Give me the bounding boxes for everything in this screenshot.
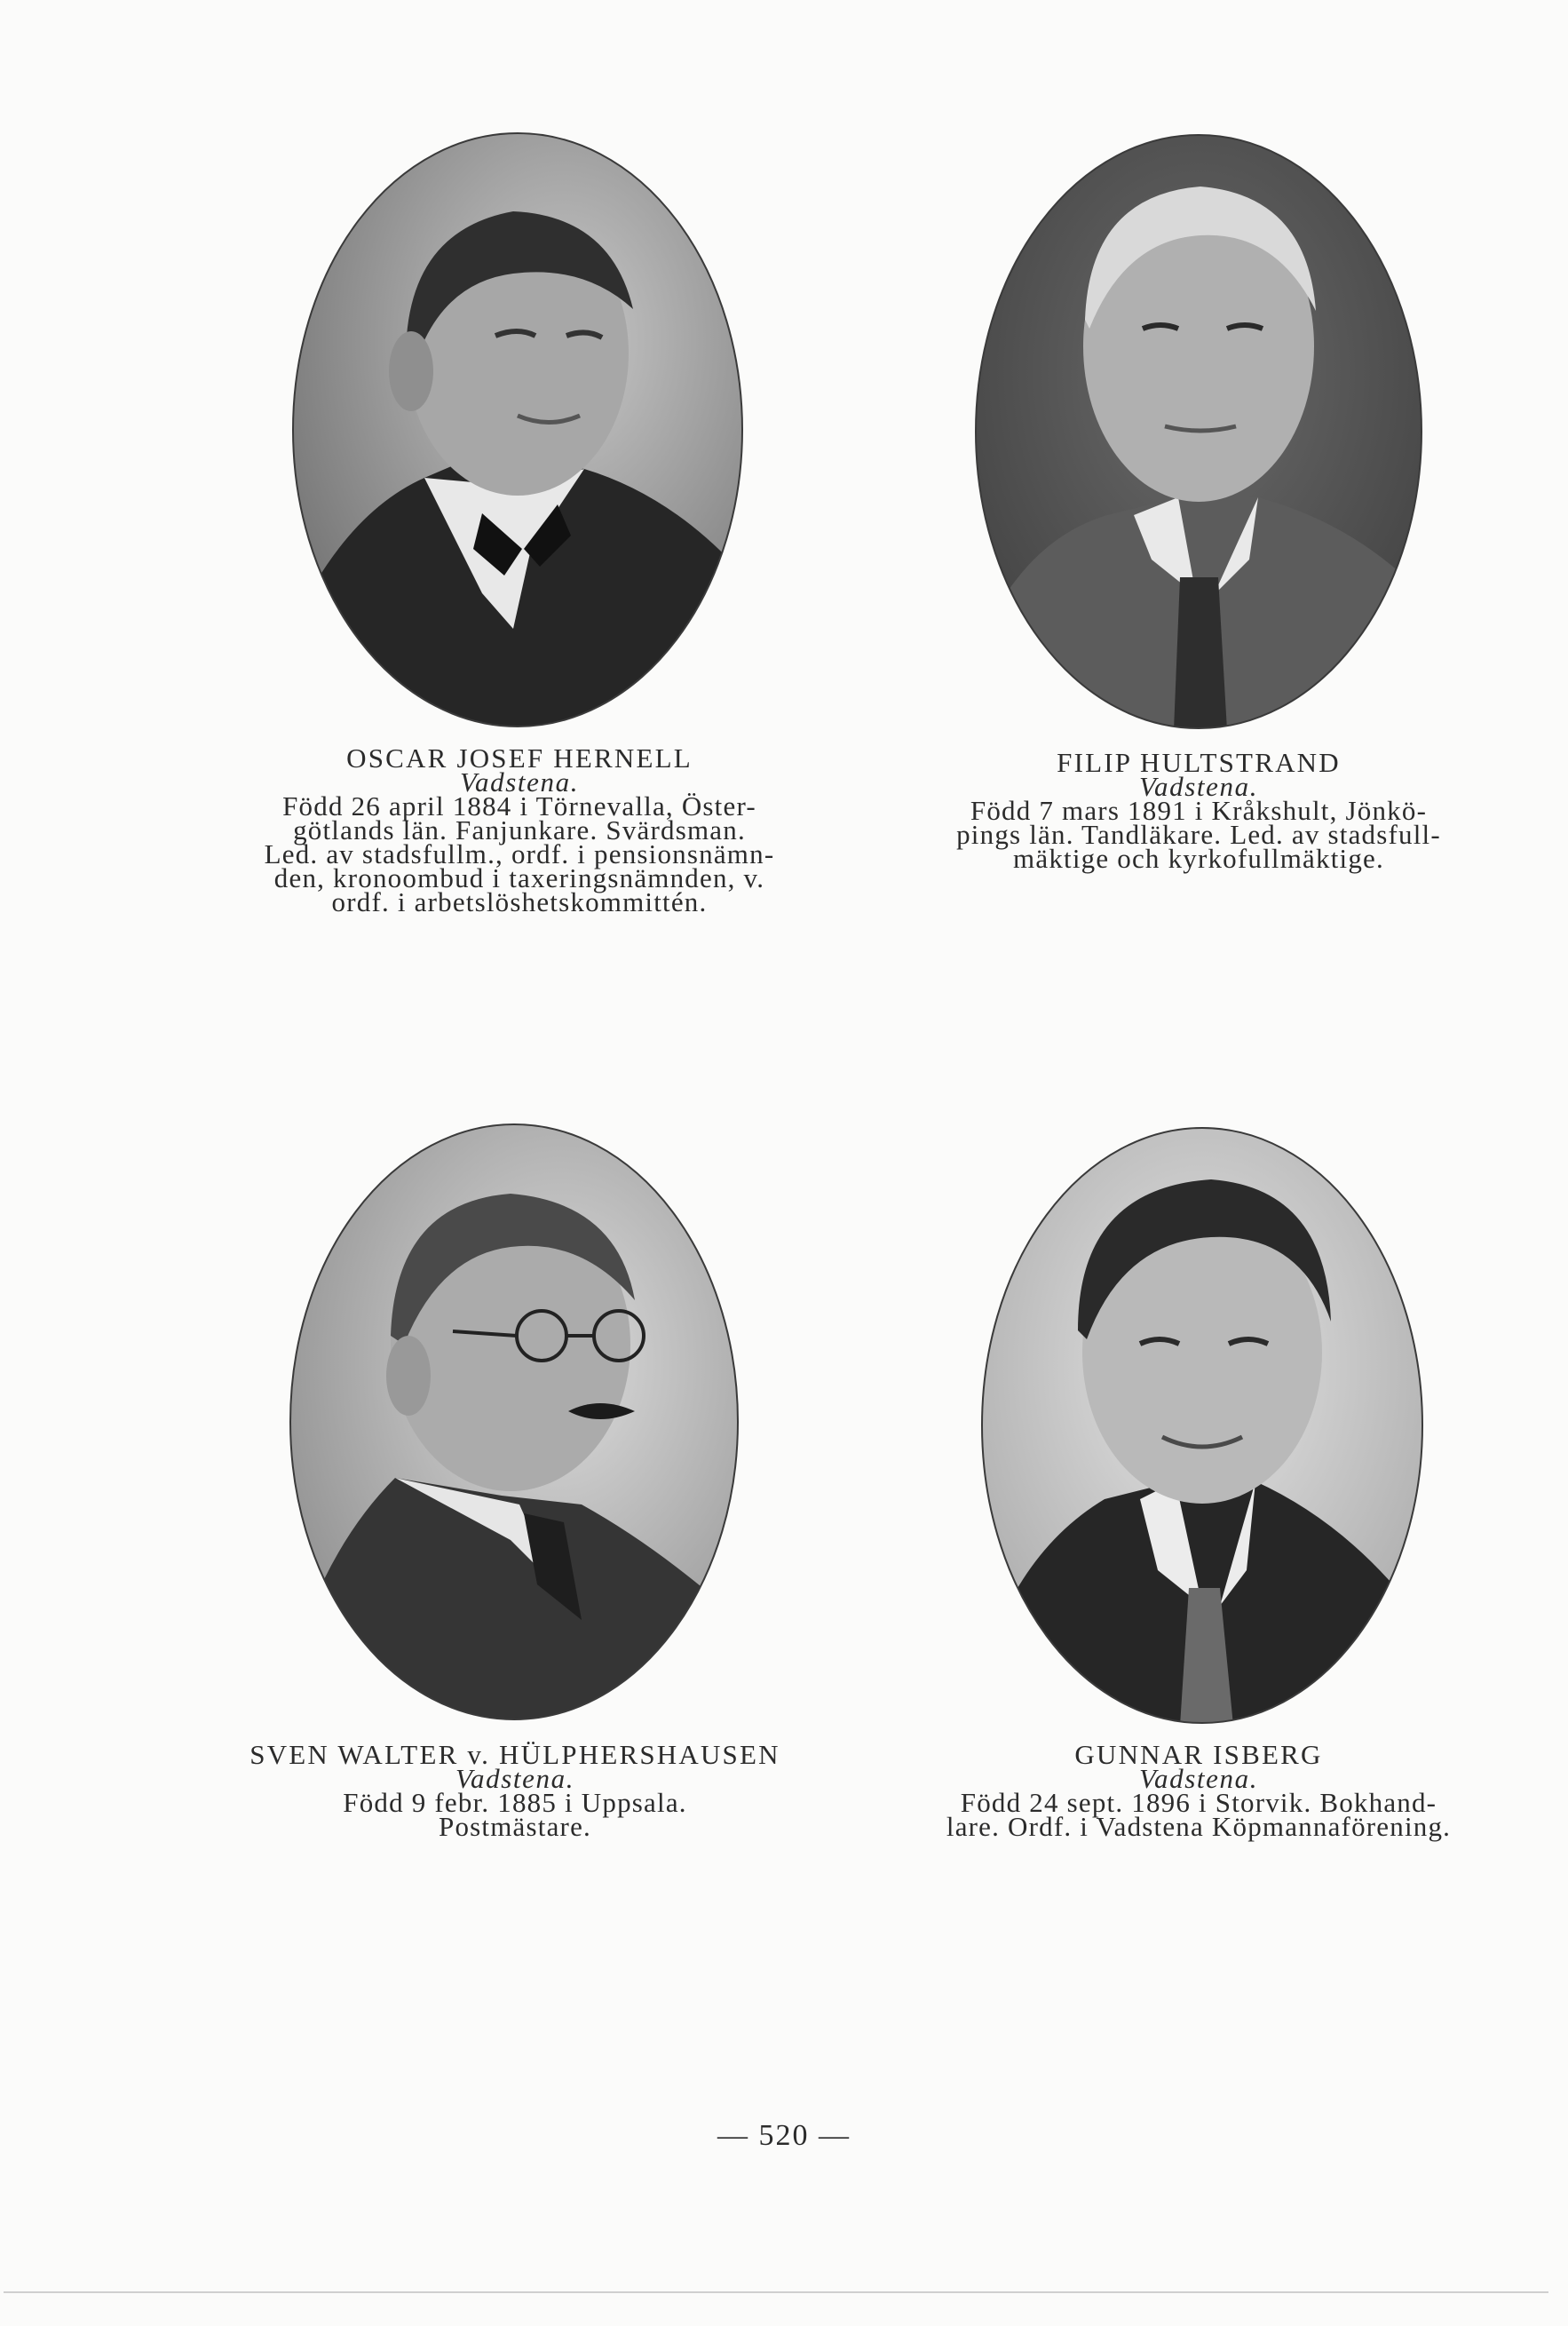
biography-line: Född 24 sept. 1896 i Storvik. Bokhand- bbox=[960, 1787, 1437, 1818]
caption-hultstrand bbox=[888, 747, 1509, 874]
person-place: Vadstena. bbox=[1138, 1763, 1259, 1794]
portrait-photo-isberg bbox=[980, 1126, 1424, 1726]
biography-line: pings län. Tandläkare. Led. av stadsfull- bbox=[956, 819, 1441, 850]
portrait-photo-hultstrand bbox=[974, 133, 1423, 730]
biography-line: den, kronoombud i taxeringsnämnden, v. bbox=[273, 862, 765, 893]
biography-line: Född 9 febr. 1885 i Uppsala. bbox=[343, 1787, 687, 1818]
biography-line: Led. av stadsfullm., ordf. i pensionsnämn- bbox=[264, 838, 775, 869]
portrait-image bbox=[289, 1123, 740, 1722]
biography-line: lare. Ordf. i Vadstena Köpmannaförening. bbox=[946, 1811, 1452, 1842]
person-place: Vadstena. bbox=[459, 766, 580, 798]
biography-line: mäktige och kyrkofullmäktige. bbox=[1013, 843, 1384, 874]
portrait-photo-hernell bbox=[291, 131, 744, 728]
person-name: GUNNAR ISBERG bbox=[1074, 1739, 1323, 1770]
person-place: Vadstena. bbox=[455, 1763, 575, 1794]
caption-hulphershausen bbox=[178, 1739, 852, 1842]
biography-line: Född 26 april 1884 i Törnevalla, Öster- bbox=[282, 790, 756, 822]
biography-line: ordf. i arbetslöshetskommittén. bbox=[331, 886, 708, 917]
biography-line: Postmästare. bbox=[439, 1811, 591, 1842]
person-place: Vadstena. bbox=[1138, 771, 1259, 802]
biography-line: Född 7 mars 1891 i Kråkshult, Jönkö- bbox=[970, 795, 1428, 826]
portrait-image bbox=[974, 133, 1423, 730]
biography-line: götlands län. Fanjunkare. Svärdsman. bbox=[293, 814, 746, 845]
caption-isberg bbox=[875, 1739, 1523, 1842]
page-number: — 520 — bbox=[717, 2119, 851, 2152]
portrait-photo-hulphershausen bbox=[289, 1123, 740, 1722]
portrait-image bbox=[980, 1126, 1424, 1726]
portrait-image bbox=[291, 131, 744, 728]
person-name: SVEN WALTER v. HÜLPHERSHAUSEN bbox=[249, 1739, 780, 1770]
person-name: FILIP HULTSTRAND bbox=[1057, 747, 1341, 778]
caption-hernell bbox=[200, 742, 839, 917]
scan-edge-line bbox=[4, 2291, 1548, 2293]
person-name: OSCAR JOSEF HERNELL bbox=[346, 742, 693, 774]
